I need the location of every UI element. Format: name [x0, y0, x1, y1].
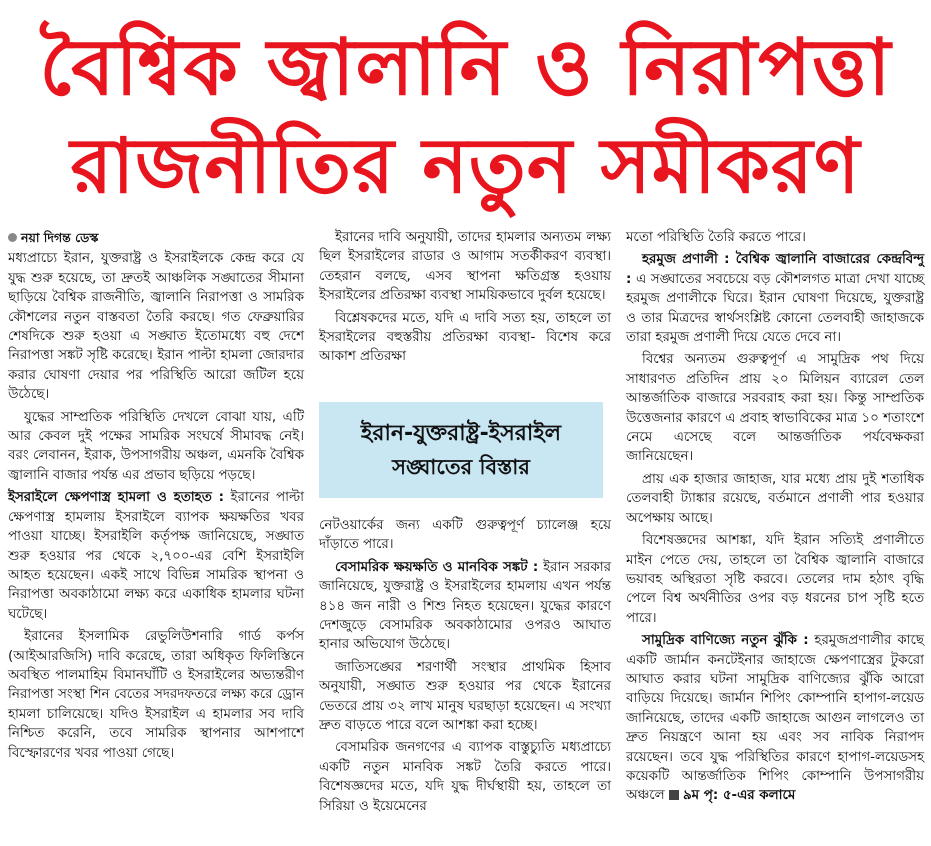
paragraph: বিশ্লেষকদের মতে, যদি এ দাবি সত্য হয়, তাহলে তা ইসরাইলের বহুস্তরীয় প্রতিরক্ষা ব্যবস্থা- বিশেষ করে আকাশ প্রতিরক্ষা [319, 310, 611, 365]
subheading-paragraph [626, 250, 924, 347]
subheading-paragraph [319, 558, 611, 655]
paragraph: বিশেষজ্ঞদের আশঙ্কা, যদি ইরান সত্যিই প্রণালীতে মাইন পেতে দেয়, তাহলে তা বৈশ্বিক জ্বালানি বাজারে ভয়াবহ অস্থিরতা সৃষ্টি করবে। তেলের দাম হঠাৎ বৃদ্ধি পেলে বিশ্ব অর্থনীতির ওপর বড় ধরনের চাপ সৃষ্টি হতে পারে। [626, 533, 924, 626]
paragraph-text: ইরানের পাল্টা ক্ষেপণাস্ত্র হামলায় ইসরাইলে ব্যাপক ক্ষয়ক্ষতির খবর পাওয়া যাচ্ছে। ইসরাইলি কর্তৃপক্ষ জানিয়েছে, সঙ্ঘাত শুরু হওয়ার পর থেকে ২,৭০০-এর বেশি ইসরাইলি আহত হয়েছেন। একই সাথে বিভিন্ন সামরিক স্থাপনা ও নিরাপত্তা অবকাঠামো লক্ষ্য করে একাধিক হামলার ঘটনা ঘটেছে। [8, 490, 304, 622]
paragraph: মধ্যপ্রাচ্যে ইরান, যুক্তরাষ্ট্র ও ইসরাইলকে কেন্দ্র করে যে যুদ্ধ শুরু হয়েছে, তা দ্রুতই আঞ্চলিক সঙ্ঘাতের সীমানা ছাড়িয়ে বৈশ্বিক রাজনীতি, জ্বালানি নিরাপত্তা ও সামরিক কৌশলের নতুন বাস্তবতা তৈরি করছে। গত ফেব্রুয়ারির শেষদিকে শুরু হওয়া এ সঙ্ঘাত ইতোমধ্যে বহু দেশে নিরাপত্তা সঙ্কট সৃষ্টি করেছে। ইরান পাল্টা হামলা জোরদার করার ঘোষণা দেয়ার পর পরিস্থিতি আরো জটিল হয়ে উঠেছে। [8, 251, 304, 403]
paragraph: নেটওয়ার্কের জন্য একটি গুরুত্বপূর্ণ চ্যালেঞ্জ হয়ে দাঁড়াতে পারে। [319, 518, 611, 553]
headline-line-1: বৈশ্বিক জ্বালানি ও নিরাপত্তা [39, 23, 892, 113]
paragraph: যুদ্ধের সাম্প্রতিক পরিস্থিতি দেখলে বোঝা যায়, এটি আর কেবল দুই পক্ষের সামরিক সংঘর্ষে সীমাবদ্ধ নেই। বরং লেবানন, ইরাক, উপসাগরীয় অঞ্চল, এমনকি বৈশ্বিক জ্বালানি বাজার পর্যন্ত এর প্রভাব ছড়িয়ে পড়ছে। [8, 409, 304, 483]
subheading: বেসামরিক ক্ষয়ক্ষতি ও মানবিক সঙ্কট : [335, 559, 539, 575]
byline-text: নয়া দিগন্ত ডেস্ক [21, 230, 99, 245]
paragraph: প্রায় এক হাজার জাহাজ, যার মধ্যে প্রায় দুই শতাধিক তেলবাহী ট্যাঙ্কার রয়েছে, বর্তমানে প্রণালী পার হওয়ার অপেক্ষায় আছে। [626, 471, 924, 526]
square-bullet-icon [669, 790, 679, 800]
headline-line-2: রাজনীতির নতুন সমীকরণ [70, 121, 861, 210]
paragraph: ইরানের ইসলামিক রেভুলিউশনারি গার্ড কর্পস (আইআরজিসি) দাবি করেছে, তারা অধিকৃত ফিলিস্তিনে অবস্থিত পালমাহিম বিমানঘাঁটি ও ইসরাইলের অভ্যন্তরীণ নিরাপত্তা সংস্থা শিন বেতের সদরদফতরে লক্ষ্য করে ড্রোন হামলা চালিয়েছে। যদিও ইসরাইল এ হামলার সব দাবি নিশ্চিত করেনি, তবে সামরিক স্থাপনার আশপাশে বিস্ফোরণের খবর পাওয়া গেছে। [8, 629, 304, 761]
paragraph-text: এ সঙ্ঘাতের সবচেয়ে বড় কৌশলগত মাত্রা দেখা যাচ্ছে হরমুজ প্রণালীকে ঘিরে। ইরান ঘোষণা দিয়েছে, যুক্তরাষ্ট্র ও তার মিত্রদের স্বার্থসংশ্লিষ্ট কোনো তেলবাহী জাহাজকে তারা হরমুজ প্রণালী দিয়ে যেতে দেবে না। [626, 271, 925, 346]
pull-quote-line-1: ইরান-যুক্তরাষ্ট্র-ইসরাইল [360, 421, 562, 446]
pull-quote [319, 402, 603, 498]
column-2-top [319, 228, 611, 370]
byline [8, 228, 304, 247]
paragraph-text: হরমুজপ্রণালীর কাছে একটি জার্মান কনটেইনার জাহাজে ক্ষেপণাস্ত্রের টুকরো আঘাত করার ঘটনা সামুদ্রিক বাণিজ্যের ঝুঁকি আরো বাড়িয়ে দিয়েছে। জার্মান শিপিং কোম্পানি হাপাগ-লয়েড জানিয়েছে, তাদের একটি জাহাজে আগুন লাগলেও তা দ্রুত নিয়ন্ত্রণে আনা হয় এবং সব নাবিক নিরাপদ রয়েছেন। তবে যুদ্ধ পরিস্থিতির কারণে হাপাগ-লয়েডসহ কয়েকটি আন্তর্জাতিক শিপিং কোম্পানি উপসাগরীয় অঞ্চলে [626, 633, 924, 804]
subheading-paragraph [626, 631, 924, 806]
paragraph: ইরানের দাবি অনুযায়ী, তাদের হামলার অন্যতম লক্ষ্য ছিল ইসরাইলের রাডার ও আগাম সতর্কীকরণ ব্যবস্থা। তেহরান বলছে, এসব স্থাপনা ক্ষতিগ্রস্ত হওয়ায় ইসরাইলের প্রতিরক্ষা ব্যবস্থা সাময়িকভাবে দুর্বল হয়েছে। [319, 230, 611, 304]
headline [0, 0, 931, 222]
paragraph-text: ইরান সরকার জানিয়েছে, যুক্তরাষ্ট্র ও ইসরাইলের হামলায় এখন পর্যন্ত ৪১৪ জন নারী ও শিশু নিহত হয়েছেন। যুদ্ধের কারণে দেশজুড়ে বেসামরিক অবকাঠামোর ওপরও আঘাত হানার অভিযোগ উঠেছে। [319, 559, 611, 653]
column-2-bottom [319, 516, 611, 819]
subheading-paragraph [8, 488, 304, 624]
bullet-icon [8, 233, 17, 242]
continuation-note: ৯ম পৃ: ৫-এর কলামে [682, 788, 796, 804]
paragraph: বিশ্বের অন্যতম গুরুত্বপূর্ণ এ সামুদ্রিক পথ দিয়ে সাধারণত প্রতিদিন প্রায় ২০ মিলিয়ন ব্যারেল তেল আন্তর্জাতিক বাজারে সরবরাহ করা হয়। কিন্তু সাম্প্রতিক উত্তেজনার কারণে এ প্রবাহ স্বাভাবিকের মাত্র ১০ শতাংশে নেমে এসেছে বলে আন্তর্জাতিক পর্যবেক্ষকরা জানিয়েছেন। [626, 352, 924, 465]
column-3 [626, 228, 924, 809]
paragraph: মতো পরিস্থিতি তৈরি করতে পারে। [626, 230, 806, 245]
paragraph: বেসামরিক জনগণের এ ব্যাপক বাস্তুচ্যুতি মধ্যপ্রাচ্যে একটি নতুন মানবিক সঙ্কট তৈরি করতে পারে। বিশেষজ্ঞদের মতে, যদি যুদ্ধ দীর্ঘস্থায়ী হয়, তাহলে তা সিরিয়া ও ইয়েমেনের [319, 740, 611, 814]
subheading: হরমুজ প্রণালী : বৈশ্বিক জ্বালানি বাজারের কেন্দ্রবিন্দু : [626, 252, 924, 287]
paragraph: জাতিসঙ্ঘের শরণার্থী সংস্থার প্রাথমিক হিসাব অনুযায়ী, সঙ্ঘাত শুরু হওয়ার পর থেকে ইরানের ভেতরে প্রায় ৩২ লাখ মানুষ ঘরছাড়া হয়েছেন। এ সংখ্যা দ্রুত বাড়তে পারে বলে আশঙ্কা করা হচ্ছে। [319, 659, 611, 734]
subheading: সামুদ্রিক বাণিজ্যে নতুন ঝুঁকি : [642, 633, 809, 649]
pull-quote-line-2: সঙ্ঘাতের বিস্তার [392, 455, 530, 479]
column-1 [8, 228, 304, 766]
subheading: ইসরাইলে ক্ষেপণাস্ত্র হামলা ও হতাহত : [8, 490, 225, 506]
